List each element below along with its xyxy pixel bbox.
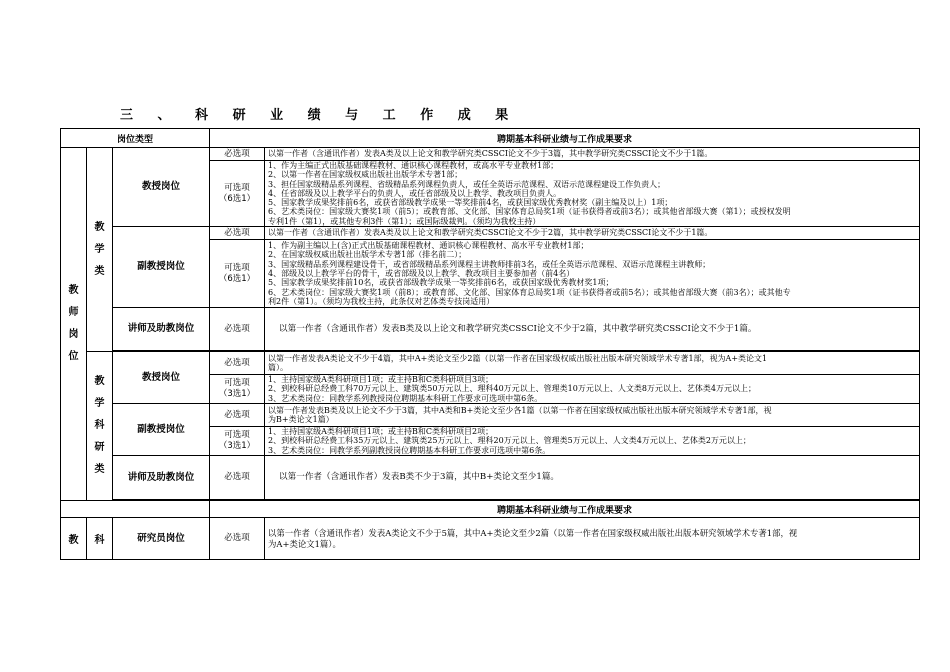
list-item: 2、在国家级权威出版社出版学术专著1部（排名前二）； <box>268 250 467 260</box>
table-row <box>61 227 920 240</box>
list-item: 2、到校科研总经费工科70万元以上、建筑类50万元以上、理科40万元以上、管理类10万元以上、人文类8万元以上、艺体类4万元以上； <box>268 384 757 394</box>
required-text: 以第一作者（含通讯作者）发表A类论文不少于5篇，其中A+类论文至少2篇（以第一作者在国家级权威出版社出版本研究领域学术专著1部，视 为A+类论文1篇）。 <box>265 518 920 560</box>
required-label: 必选项 <box>210 518 265 560</box>
optional-label: 可选项 <box>224 378 250 389</box>
required-label: 必选项 <box>210 404 265 427</box>
optional-label: 可选项 <box>224 182 250 193</box>
optional-list <box>265 161 920 227</box>
optional-label: 可选项 <box>224 262 250 273</box>
optional-list <box>265 240 920 308</box>
list-item: 1、作为主编正式出版基础课程教材、通识核心课程教材，或高水平专业教材1部； <box>268 161 559 170</box>
list-item: 5、国家教学成果奖排前10名，或获省部级教学成果一等奖排前6名，或获国家级优秀教材奖1项； <box>268 278 614 288</box>
list-item: 3、艺术类岗位：同教学系列教授岗位聘期基本科研工作要求可选项中第6条。 <box>268 393 543 403</box>
table-row <box>61 404 920 427</box>
required-label: 必选项 <box>210 308 265 351</box>
list-item: 5、国家教学成果奖排前6名，或获省部级教学成果一等奖排前4名，或获国家级优秀教材奖（副主编及以上）1项； <box>268 198 673 208</box>
list-item: 4、部级及以上教学平台的骨干，或省部级及以上教学、教改项目主要参加者（前4名） <box>268 268 575 278</box>
table-row <box>61 352 920 375</box>
list-item: 3、担任国家级精品系列课程、省级精品系列课程负责人，或任全英语示范课程、双语示范课程建设工作负责人； <box>268 179 666 189</box>
required-label: 必选项 <box>210 352 265 375</box>
header-empty-cell <box>61 501 210 518</box>
position-name: 副教授岗位 <box>113 227 210 308</box>
table-row <box>61 308 920 351</box>
table-header-row <box>61 501 920 518</box>
optional-label-cell <box>210 161 265 227</box>
teach-research-category-label: 教 学 科 研 类 <box>94 376 105 476</box>
table-row <box>61 148 920 161</box>
optional-label-cell <box>210 375 265 404</box>
position-name: 讲师及助教岗位 <box>113 456 210 500</box>
position-name: 讲师及助教岗位 <box>113 308 210 351</box>
optional-list <box>265 427 920 456</box>
list-item: 2、到校科研总经费工科35万元以上、建筑类25万元以上、理科20万元以上、管理类5万元以上、人文类4万元以上、艺体类2万元以上； <box>268 436 751 446</box>
teacher-category-cell <box>61 148 87 501</box>
requirements-table <box>60 128 920 560</box>
optional-label: 可选项 <box>224 430 250 441</box>
list-item: 6、艺术类岗位：国家级大赛奖1项（前5）；或教育部、文化部、国家体育总局奖1项（证书获得者或前3名）；或其他省部级大赛（第1）；或授权发明 <box>268 207 791 217</box>
optional-sub: （6选1） <box>218 193 256 204</box>
required-label: 必选项 <box>210 227 265 240</box>
table-row <box>61 518 920 560</box>
list-item: 3、国家级精品系列课程建设骨干，或省部级精品系列课程主讲教师排前3名，或任全英语示范课程、双语示范课程主讲教师； <box>268 259 711 269</box>
required-text: 以第一作者发表B类及以上论文不少于3篇，其中A类和B+类论文至少各1篇（以第一作者在国家级权威出版社出版本研究领域学术专著1部，视 为B+类论文1篇） <box>265 404 920 427</box>
required-text: 以第一作者（含通讯作者）发表B类不少于3篇，其中B+类论文至少1篇。 <box>265 456 920 500</box>
optional-label-cell <box>210 240 265 308</box>
table-row <box>61 456 920 500</box>
optional-sub: （6选1） <box>218 273 256 284</box>
optional-sub: （3选1） <box>218 441 256 452</box>
header-requirements: 聘期基本科研业绩与工作成果要求 <box>210 129 920 148</box>
position-name: 研究员岗位 <box>113 518 210 560</box>
list-item: 4、任省部级及以上教学平台的负责人，或任省部级及以上教学、教改项目负责人。 <box>268 188 562 198</box>
list-item: 1、主持国家级A类科研项目1项；或主持B和C类科研项目3项； <box>268 375 494 385</box>
position-name: 教授岗位 <box>113 352 210 404</box>
required-text: 以第一作者（含通讯作者）发表B类及以上论文和教学研究类CSSCI论文不少于2篇，其中教学研究类CSSCI论文不少于1篇。 <box>265 308 920 351</box>
required-text: 以第一作者（含通讯作者）发表A类及以上论文和教学研究类CSSCI论文不少于3篇，其中教学研究类CSSCI论文不少于1篇。 <box>265 148 920 161</box>
position-name: 教授岗位 <box>113 148 210 227</box>
required-text: 以第一作者（含通讯作者）发表A类及以上论文和教学研究类CSSCI论文不少于2篇，其中教学研究类CSSCI论文不少于1篇。 <box>265 227 920 240</box>
required-label: 必选项 <box>210 456 265 500</box>
header-requirements: 聘期基本科研业绩与工作成果要求 <box>210 501 920 518</box>
required-text: 以第一作者发表A类论文不少于4篇，其中A+类论文至少2篇（以第一作者在国家级权威出版社出版本研究领域学术专著1部，视为A+类论文1 篇）。 <box>265 352 920 375</box>
list-item: 6、艺术类岗位：国家级大赛奖1项（前8）；或教育部、文化部、国家体育总局奖1项（证书获得者或前5名）；或其他省部级大赛（前3名）；或其他专 <box>268 287 791 297</box>
teach-research-category-cell <box>87 352 113 501</box>
teaching-category-cell <box>87 148 113 352</box>
required-label: 必选项 <box>210 148 265 161</box>
list-item: 2、以第一作者在国家级权威出版社出版学术专著1部； <box>268 170 463 180</box>
teaching-category-label: 教 学 类 <box>94 221 105 277</box>
list-item: 利2件（第1）。（须均为我校主持，此条仅对艺体类专技岗适用） <box>268 296 495 306</box>
table-header-row <box>61 129 920 148</box>
research-cat1: 教 <box>61 518 87 560</box>
optional-label-cell <box>210 427 265 456</box>
optional-list <box>265 375 920 404</box>
position-name: 副教授岗位 <box>113 404 210 456</box>
list-item: 1、作为副主编以上(含)正式出版基础课程教材、通识核心课程教材、高水平专业教材1部； <box>268 241 589 251</box>
list-item: 1、主持国家级A类科研项目1项；或主持B和C类科研项目2项； <box>268 427 494 437</box>
section-title: 三 、 科 研 业 绩 与 工 作 成 果 <box>120 108 519 123</box>
optional-sub: （3选1） <box>218 389 256 400</box>
header-position-type: 岗位类型 <box>61 129 210 148</box>
list-item: 3、艺术类岗位：同教学系列副教授岗位聘期基本科研工作要求可选项中第6条。 <box>268 445 551 455</box>
teacher-category-label: 教 师 岗 位 <box>68 285 79 363</box>
research-cat2: 科 <box>87 518 113 560</box>
list-item: 专利1件（第1），或其他专利3件（第1）；或国际级裁判。（须均为我校主持） <box>268 216 541 226</box>
